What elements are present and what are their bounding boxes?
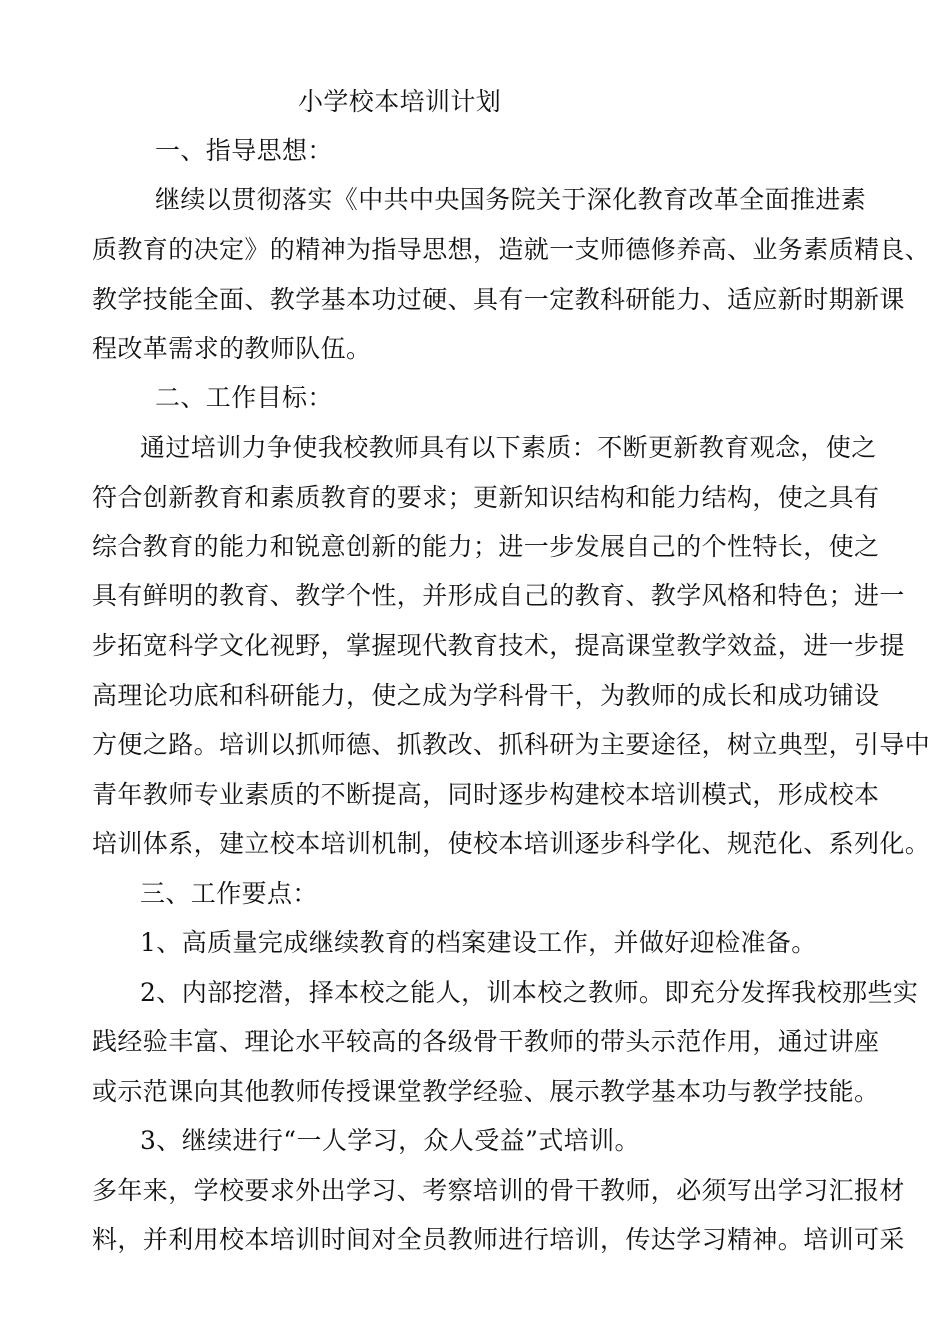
paragraph-line: 步拓宽科学文化视野，掌握现代教育技术，提高课堂教学效益，进一步提 bbox=[92, 631, 905, 660]
paragraph-line: 具有鲜明的教育、教学个性，并形成自己的教育、教学风格和特色；进一 bbox=[92, 581, 905, 610]
list-item-line: 3、继续进行“一人学习，众人受益”式培训。 bbox=[140, 1126, 640, 1155]
paragraph-line: 高理论功底和科研能力，使之成为学科骨干，为教师的成长和成功铺设 bbox=[92, 681, 880, 710]
paragraph-line: 践经验丰富、理论水平较高的各级骨干教师的带头示范作用，通过讲座 bbox=[92, 1027, 880, 1056]
paragraph-line: 教学技能全面、教学基本功过硬、具有一定教科研能力、适应新时期新课 bbox=[92, 285, 905, 314]
paragraph-line: 通过培训力争使我校教师具有以下素质：不断更新教育观念，使之 bbox=[140, 433, 877, 462]
document-title: 小学校本培训计划 bbox=[298, 87, 502, 116]
paragraph-line: 质教育的决定》的精神为指导思想，造就一支师德修养高、业务素质精良、 bbox=[92, 235, 931, 264]
paragraph-line: 培训体系，建立校本培训机制，使校本培训逐步科学化、规范化、系列化。 bbox=[92, 829, 931, 858]
list-item-line: 2、内部挖潜，择本校之能人，训本校之教师。即充分发挥我校那些实 bbox=[140, 978, 919, 1007]
paragraph-line: 继续以贯彻落实《中共中央国务院关于深化教育改革全面推进素 bbox=[155, 185, 867, 214]
list-item-line: 1、高质量完成继续教育的档案建设工作，并做好迎检准备。 bbox=[140, 928, 817, 957]
section-heading-guiding-thought: 一、指导思想： bbox=[155, 136, 333, 165]
paragraph-line: 程改革需求的教师队伍。 bbox=[92, 334, 372, 363]
paragraph-line: 料，并利用校本培训时间对全员教师进行培训，传达学习精神。培训可采 bbox=[92, 1225, 905, 1254]
section-heading-work-goals: 二、工作目标： bbox=[155, 383, 333, 412]
paragraph-line: 青年教师专业素质的不断提高，同时逐步构建校本培训模式，形成校本 bbox=[92, 780, 880, 809]
section-heading-work-points: 三、工作要点： bbox=[140, 879, 318, 908]
paragraph-line: 多年来，学校要求外出学习、考察培训的骨干教师，必须写出学习汇报材 bbox=[92, 1176, 905, 1205]
paragraph-line: 或示范课向其他教师传授课堂教学经验、展示教学基本功与教学技能。 bbox=[92, 1077, 880, 1106]
paragraph-line: 符合创新教育和素质教育的要求；更新知识结构和能力结构，使之具有 bbox=[92, 483, 880, 512]
paragraph-line: 方便之路。培训以抓师德、抓教改、抓科研为主要途径，树立典型，引导中 bbox=[92, 730, 931, 759]
paragraph-line: 综合教育的能力和锐意创新的能力；进一步发展自己的个性特长，使之 bbox=[92, 532, 880, 561]
